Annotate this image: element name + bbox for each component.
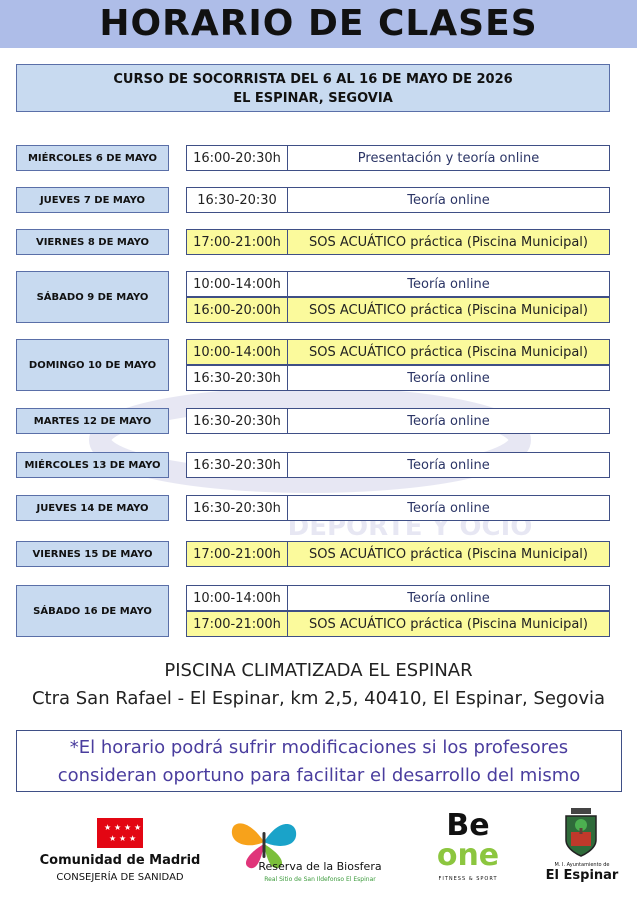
notice-box (16, 730, 622, 792)
course-location: EL ESPINAR, SEGOVIA (233, 91, 393, 106)
session-time: 16:30-20:30h (186, 452, 288, 478)
session-time: 10:00-14:00h (186, 339, 288, 365)
venue-address: Ctra San Rafael - El Espinar, km 2,5, 40410, El Espinar, Segovia (31, 688, 606, 709)
espinar-name: El Espinar (545, 868, 619, 883)
session-activity: Teoría online (288, 495, 610, 521)
session-activity: Teoría online (288, 408, 610, 434)
svg-text:★: ★ (109, 834, 117, 843)
session-time: 10:00-14:00h (186, 585, 288, 611)
svg-text:★: ★ (124, 823, 132, 832)
madrid-name: Comunidad de Madrid (39, 853, 201, 868)
session-time: 17:00-21:00h (186, 229, 288, 255)
session-time: 16:30-20:30 (186, 187, 288, 213)
biosfera-sub: Real Sitio de San Ildefonso El Espinar (264, 876, 376, 883)
session-time: 16:00-20:30h (186, 145, 288, 171)
day-label: DOMINGO 10 DE MAYO (16, 339, 169, 391)
session-activity: Teoría online (288, 271, 610, 297)
watermark-text: DEPORTE Y OCIO (287, 512, 533, 542)
session-activity: Presentación y teoría online (288, 145, 610, 171)
day-label: MARTES 12 DE MAYO (16, 408, 169, 434)
espinar-small: M. I. Ayuntamiento de (554, 862, 610, 868)
session-time: 16:30-20:30h (186, 365, 288, 391)
session-activity: SOS ACUÁTICO práctica (Piscina Municipal) (288, 297, 610, 323)
day-label: VIERNES 8 DE MAYO (16, 229, 169, 255)
madrid-dept: CONSEJERÍA DE SANIDAD (56, 872, 184, 883)
course-info-box (16, 64, 610, 112)
svg-text:★: ★ (119, 834, 127, 843)
svg-text:★: ★ (114, 823, 122, 832)
svg-text:★: ★ (104, 823, 112, 832)
session-activity: SOS ACUÁTICO práctica (Piscina Municipal) (288, 339, 610, 365)
session-activity: Teoría online (288, 452, 610, 478)
session-time: 17:00-21:00h (186, 611, 288, 637)
day-label: MIÉRCOLES 13 DE MAYO (16, 452, 169, 478)
venue-name: PISCINA CLIMATIZADA EL ESPINAR (164, 660, 473, 681)
svg-text:★: ★ (134, 823, 142, 832)
session-activity: Teoría online (288, 187, 610, 213)
session-activity: Teoría online (288, 365, 610, 391)
day-label: VIERNES 15 DE MAYO (16, 541, 169, 567)
beone-one: one (436, 838, 500, 873)
session-activity: Teoría online (288, 585, 610, 611)
coat-of-arms-icon (563, 808, 599, 858)
session-activity: SOS ACUÁTICO práctica (Piscina Municipal) (288, 611, 610, 637)
session-time: 17:00-21:00h (186, 541, 288, 567)
svg-text:★: ★ (129, 834, 137, 843)
beone-be: Be (446, 808, 490, 843)
madrid-flag-icon (97, 818, 143, 848)
session-activity: SOS ACUÁTICO práctica (Piscina Municipal) (288, 541, 610, 567)
notice-line-2: consideran oportuno para facilitar el desarrollo del mismo (57, 765, 581, 786)
day-label: SÁBADO 16 DE MAYO (16, 585, 169, 637)
beone-tagline: FITNESS & SPORT (438, 876, 498, 882)
course-title: CURSO DE SOCORRISTA DEL 6 AL 16 DE MAYO DE 2026 (113, 72, 513, 87)
session-activity: SOS ACUÁTICO práctica (Piscina Municipal) (288, 229, 610, 255)
session-time: 10:00-14:00h (186, 271, 288, 297)
day-label: JUEVES 7 DE MAYO (16, 187, 169, 213)
session-time: 16:30-20:30h (186, 495, 288, 521)
page-title: HORARIO DE CLASES (99, 3, 538, 44)
notice-line-1: *El horario podrá sufrir modificaciones si los profesores (69, 737, 569, 758)
day-label: JUEVES 14 DE MAYO (16, 495, 169, 521)
session-time: 16:30-20:30h (186, 408, 288, 434)
session-time: 16:00-20:00h (186, 297, 288, 323)
biosfera-name: Reserva de la Biosfera (258, 860, 382, 873)
day-label: SÁBADO 9 DE MAYO (16, 271, 169, 323)
day-label: MIÉRCOLES 6 DE MAYO (16, 145, 169, 171)
